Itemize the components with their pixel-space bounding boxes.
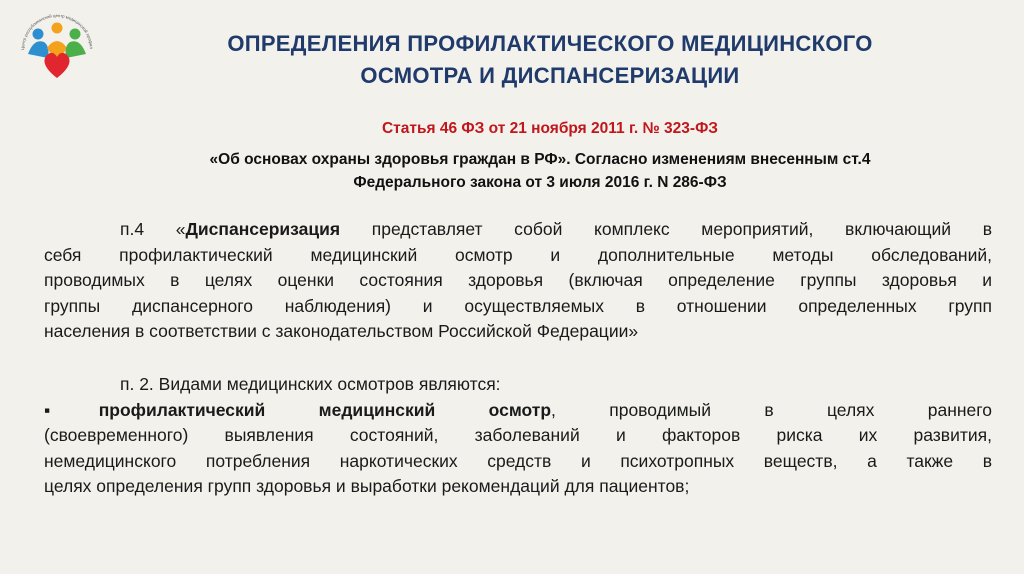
medical-center-logo — [14, 8, 100, 86]
p1-line-4: группы диспансерного наблюдения) и осуществляемых в отношении определенных групп — [44, 295, 992, 316]
p1-line-3: проводимых в целях оценки состояния здоровья (включая определение группы здоровья и — [44, 270, 992, 291]
law-line-1: «Об основах охраны здоровья граждан в РФ». Согласно изменениям внесенным ст.4 — [209, 151, 871, 168]
p2-l1-rest: , проводимый в целях раннего — [551, 399, 992, 420]
logo-arc-text: Центр республиканский центр медицинской профил — [19, 12, 94, 51]
p2-line-3: немедицинского потребления наркотических средств и психотропных веществ, а также в — [44, 450, 992, 471]
p2-line-4: целях определения групп здоровья и выработки рекомендаций для пациентов; — [44, 476, 690, 497]
title-line-2: ОСМОТРА И ДИСПАНСЕРИЗАЦИИ — [360, 63, 740, 88]
p1-prefix: п.4 « — [120, 219, 186, 239]
slide-title — [120, 28, 980, 92]
definition-preventive-exam — [44, 372, 992, 500]
definition-dispanserization — [44, 217, 992, 345]
p1-line-1 — [44, 217, 992, 243]
title-line-1: ОПРЕДЕЛЕНИЯ ПРОФИЛАКТИЧЕСКОГО МЕДИЦИНСКОГО — [227, 31, 873, 56]
law-description — [90, 148, 990, 194]
bullet-icon: ▪ — [44, 399, 99, 420]
p2-heading-text: п. 2. Видами медицинских осмотров являются: — [120, 374, 501, 394]
p1-term: Диспансеризация — [185, 219, 341, 239]
p2-line-1 — [44, 398, 992, 424]
law-line-2: Федерального закона от 3 июля 2016 г. N 286-ФЗ — [353, 174, 727, 191]
law-article: Статья 46 ФЗ от 21 ноября 2011 г. № 323-ФЗ — [381, 120, 719, 137]
p2-heading — [44, 372, 992, 398]
p2-term: профилактический медицинский осмотр — [98, 399, 552, 420]
p1-line-2: себя профилактический медицинский осмотр и дополнительные методы обследований, — [44, 244, 992, 265]
p2-line-2: (своевременного) выявления состояний, заболеваний и факторов риска их развития, — [44, 425, 992, 446]
p1-l1-rest: представляет собой комплекс мероприятий, включающий в — [340, 219, 992, 239]
p1-line-5: населения в соответствии с законодательством Российской Федерации» — [44, 321, 639, 342]
